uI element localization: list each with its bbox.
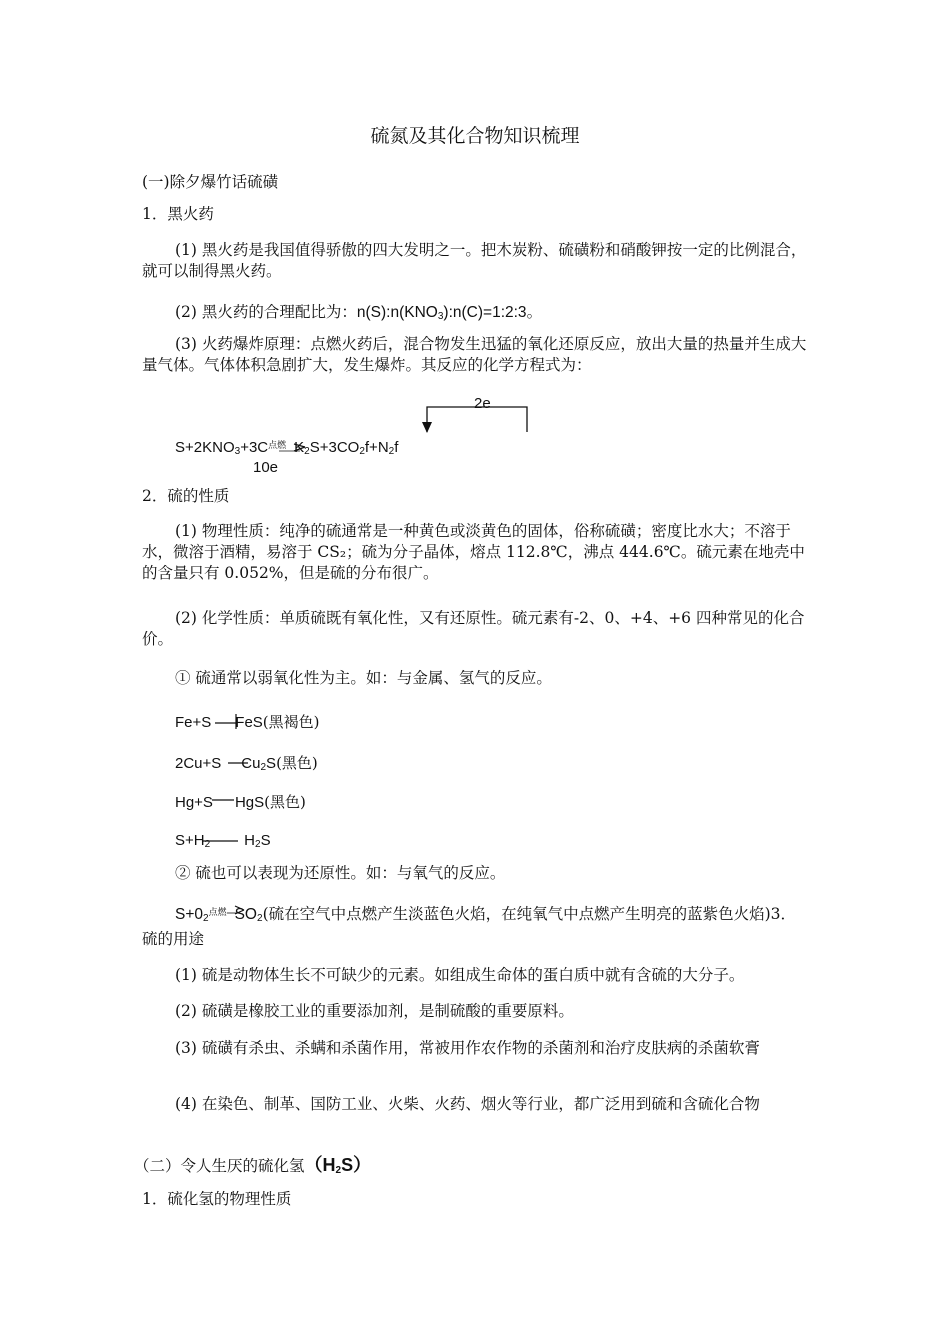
r3-reactants: Hg+S <box>175 794 213 811</box>
paragraph-s-o2 <box>142 903 810 950</box>
section2-heading-formula-b: S） <box>341 1155 372 1175</box>
r1-product: FeS <box>235 714 263 731</box>
eq-sub4: 2 <box>359 446 365 457</box>
eq-part1: S+2KNO <box>175 439 235 456</box>
ratio-prefix: (2) 黑火药的合理配比为： <box>175 303 357 321</box>
eq-part5: f+N <box>364 439 389 456</box>
paragraph-reducing: ② 硫也可以表现为还原性。如：与氧气的反应。 <box>175 864 506 882</box>
section2-heading-sub: 2 <box>335 1165 342 1176</box>
ratio-formula-b: ):n(C)=1:2:3 <box>443 304 527 321</box>
subheading-h2s-physical: 1．硫化氢的物理性质 <box>142 1190 292 1208</box>
page-title: 硫氮及其化合物知识梳理 <box>370 125 580 147</box>
s-o2-product: SO <box>234 906 257 923</box>
r1-note: (黑褐色) <box>262 713 320 731</box>
ratio-formula-a: n(S):n(KNO <box>356 304 438 321</box>
r4-reactants: S+H <box>175 832 205 849</box>
r2-product-a: Cu <box>241 755 261 772</box>
paragraph-physical-properties: (1) 物理性质：纯净的硫通常是一种黄色或淡黄色的固体，俗称硫磺；密度比水大；不溶于水，微溶于酒精，易溶于 CS₂；硫为分子晶体，熔点 112.8℃，沸点 444.6℃。硫元素在地壳中的含量只有 0.052%，但是硫的分布很广。 <box>142 522 805 582</box>
reaction-s-h2 <box>175 831 271 851</box>
reaction-cu-s <box>175 753 318 774</box>
reaction-fe-s <box>175 712 320 733</box>
gunpowder-equation <box>175 438 398 459</box>
section2-heading-text: （二）令人生厌的硫化氢 <box>134 1157 305 1175</box>
section2-heading <box>134 1155 371 1176</box>
r4-sub2: 2 <box>255 839 261 850</box>
eq-part3: K <box>294 439 305 456</box>
r1-reactants: Fe+S <box>175 714 212 731</box>
r3-product: HgS <box>234 794 265 811</box>
s-o2-note: (硫在空气中点燃产生淡蓝色火焰，在纯氧气中点燃产生明亮的蓝紫色火焰)3．硫的用途 <box>142 905 797 948</box>
eq-part6: f <box>394 439 399 456</box>
s-o2-sub2: 2 <box>257 913 263 924</box>
eq-condition: 点燃 <box>268 440 287 450</box>
section2-heading-formula-a: （H <box>304 1155 336 1175</box>
eq-part2: +3C <box>240 439 269 456</box>
use-item-3: (3) 硫磺有杀虫、杀螨和杀菌作用，常被用作农作物的杀菌剂和治疗皮肤病的杀菌软膏 <box>175 1039 760 1057</box>
use-item-4: (4) 在染色、制革、国防工业、火柴、火药、烟火等行业，都广泛用到硫和含硫化合物 <box>175 1095 760 1113</box>
s-o2-reactants: S+0 <box>175 906 204 923</box>
eq-sub1: 3 <box>234 446 241 457</box>
paragraph-gunpowder-intro: (1) 黑火药是我国值得骄傲的四大发明之一。把木炭粉、硫磺粉和硝酸钾按一定的比例混合，就可以制得黑火药。 <box>142 241 807 280</box>
electron-loss-label: 10e <box>253 459 279 476</box>
ratio-formula-sub: 3 <box>437 311 444 322</box>
reaction-hg-s <box>175 792 306 813</box>
s-o2-sub: 2 <box>203 913 209 924</box>
ratio-suffix: 。 <box>526 303 543 321</box>
r2-reactants: 2Cu+S <box>175 755 222 772</box>
r2-note: (黑色) <box>276 754 318 772</box>
eq-sub5: 2 <box>388 446 395 457</box>
r4-product-b: S <box>260 832 271 849</box>
eq-part4: S+3CO <box>309 439 360 456</box>
r2-product-b: S <box>266 755 277 772</box>
use-item-2: (2) 硫磺是橡胶工业的重要添加剂，是制硫酸的重要原料。 <box>175 1002 574 1020</box>
subheading-sulfur-properties: 2．硫的性质 <box>142 487 230 505</box>
r3-note: (黑色) <box>264 793 306 811</box>
subheading-gunpowder: 1．黑火药 <box>142 205 214 223</box>
r4-sub: 2 <box>204 839 211 850</box>
section1-heading: (一)除夕爆竹话硫磺 <box>142 173 279 191</box>
paragraph-chemical-properties: (2) 化学性质：单质硫既有氧化性，又有还原性。硫元素有-2、0、+4、+6 四种常见的化合价。 <box>142 609 805 648</box>
paragraph-oxidizing: ① 硫通常以弱氧化性为主。如：与金属、氢气的反应。 <box>175 669 552 687</box>
r2-sub: 2 <box>260 762 267 773</box>
electron-gain-label: 2e <box>474 395 491 412</box>
s-o2-condition: 点燃 <box>208 908 227 918</box>
eq-sub3: 2 <box>304 446 310 457</box>
paragraph-explosion: (3) 火药爆炸原理：点燃火药后，混合物发生迅猛的氧化还原反应，放出大量的热量并生成大量气体。气体体积急剧扩大，发生爆炸。其反应的化学方程式为： <box>142 335 807 374</box>
r4-product-a: H <box>244 832 256 849</box>
use-item-1: (1) 硫是动物体生长不可缺少的元素。如组成生命体的蛋白质中就有含硫的大分子。 <box>175 966 745 984</box>
